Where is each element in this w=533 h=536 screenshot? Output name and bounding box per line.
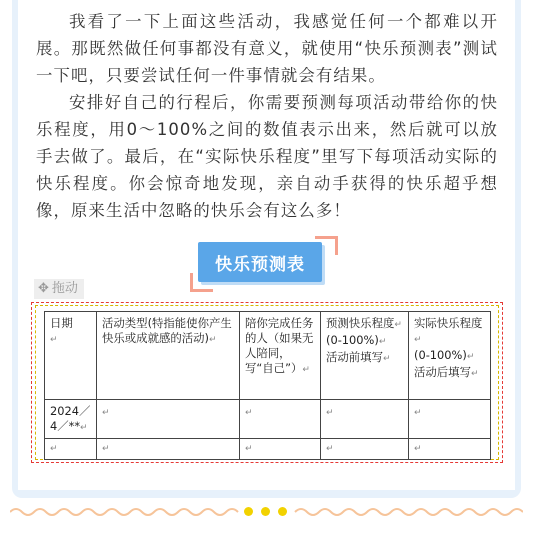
header-predicted-happiness[interactable]: 预测快乐程度↵ (0-100%)↵ 活动前填写↵ <box>321 312 409 400</box>
drag-handle[interactable] <box>34 279 84 299</box>
cell-date[interactable]: 2024／4／**↵ <box>45 400 97 439</box>
table-row <box>45 400 491 439</box>
dot <box>244 507 253 516</box>
paragraph-mark: ↵ <box>245 408 253 418</box>
paragraph-mark: ↵ <box>414 444 422 454</box>
header-companion[interactable]: 陪你完成任务的人（如果无人陪同，写“自己”）↵ <box>240 312 321 400</box>
paragraph-mark: ↵ <box>470 369 479 379</box>
paragraph-mark: ↵ <box>302 365 310 375</box>
paragraph-mark: ↵ <box>50 335 58 345</box>
paragraph-mark: ↵ <box>50 444 58 454</box>
dot <box>278 507 287 516</box>
paragraph-mark: ↵ <box>414 335 422 345</box>
cell-activity[interactable] <box>97 400 240 439</box>
paragraph-mark: ↵ <box>80 423 88 433</box>
cell-companion[interactable] <box>240 400 321 439</box>
paragraph-mark: ↵ <box>326 408 334 418</box>
paragraph-mark: ↵ <box>326 444 334 454</box>
header-actual-happiness[interactable]: 实际快乐程度↵ (0-100%)↵ 活动后填写↵ <box>409 312 491 400</box>
paragraph-instructions: 安排好自己的行程后，你需要预测每项活动带给你的快乐程度，用0～100%之间的数值表示出来，然后就可以放手去做了。最后，在“实际快乐程度”里写下每项活动实际的快乐程度。你会惊奇地发现，亲自动手获得的快乐超乎想像，原来生活中忽略的快乐会有这么多！ <box>36 93 498 220</box>
header-activity-type[interactable]: 活动类型(特指能使你产生快乐或成就感的活动)↵ <box>97 312 240 400</box>
happiness-prediction-table[interactable] <box>44 311 491 460</box>
table-header-row <box>45 312 491 400</box>
wave-left <box>10 509 238 515</box>
cell-actual[interactable] <box>409 400 491 439</box>
paragraph-mark: ↵ <box>208 335 217 345</box>
paragraph-mark: ↵ <box>378 337 387 347</box>
table-row <box>45 439 491 460</box>
paragraph-mark: ↵ <box>245 444 253 454</box>
title-badge <box>190 236 338 292</box>
paragraph-mark: ↵ <box>382 354 391 364</box>
wave-right <box>295 509 523 515</box>
drag-handle-label: 拖动 <box>51 281 78 296</box>
paragraph-mark: ↵ <box>466 352 475 362</box>
cell-date[interactable] <box>45 439 97 460</box>
paragraph-mark: ↵ <box>414 408 422 418</box>
cell-activity[interactable] <box>97 439 240 460</box>
cell-predicted[interactable] <box>321 400 409 439</box>
dots-decoration <box>244 507 287 516</box>
paragraph-mark: ↵ <box>102 444 110 454</box>
paragraph-mark: ↵ <box>102 408 110 418</box>
header-date[interactable]: 日期 ↵ <box>45 312 97 400</box>
paragraph-intro: 我看了一下上面这些活动，我感觉任何一个都难以开展。那既然做任何事都没有意义，就使用“快乐预测表”测试一下吧，只要尝试任何一件事情就会有结果。 <box>36 12 498 85</box>
cell-predicted[interactable] <box>321 439 409 460</box>
table-title: 快乐预测表 <box>198 242 322 282</box>
cell-companion[interactable] <box>240 439 321 460</box>
dot <box>261 507 270 516</box>
paragraph-mark: ↵ <box>394 320 402 330</box>
cell-actual[interactable] <box>409 439 491 460</box>
move-icon: ✥ <box>38 281 49 296</box>
